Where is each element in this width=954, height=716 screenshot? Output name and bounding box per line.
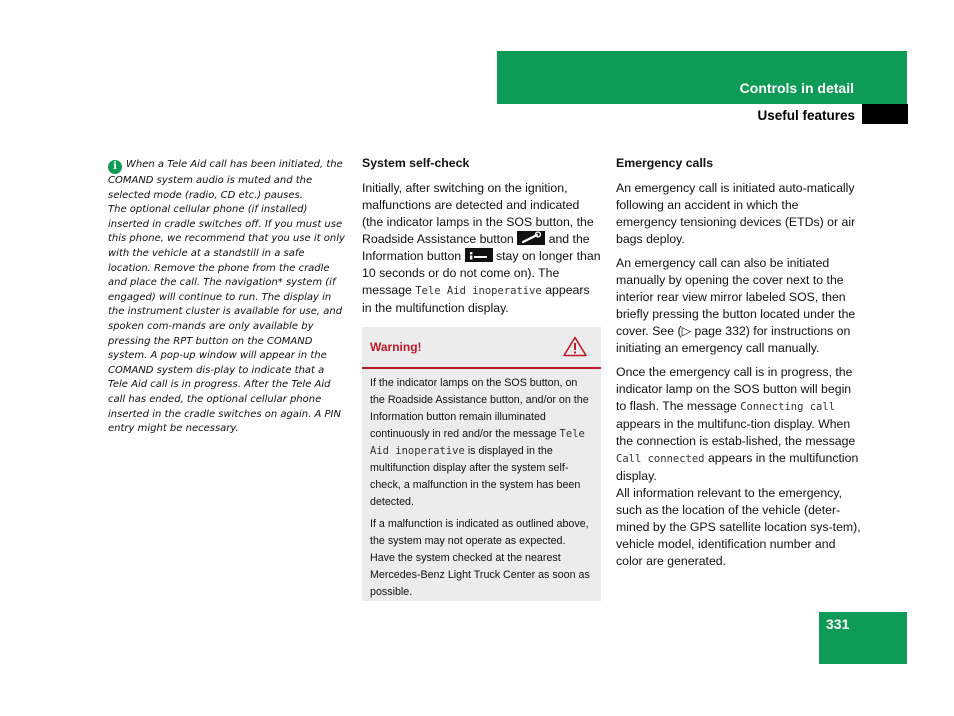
page-number-box bbox=[819, 612, 907, 664]
info-note-line1: When a Tele Aid call has been initiated, bbox=[126, 159, 324, 170]
self-check-paragraph bbox=[362, 180, 602, 317]
section-title: Useful features bbox=[757, 108, 855, 123]
self-check-text-3: stay on longer than 10 seconds or do not come on). The message bbox=[362, 249, 601, 297]
self-check-text-4: appears in the multifunction display. bbox=[362, 283, 590, 315]
self-check-text-1: Initially, after switching on the ignition, malfunctions are detected and indicated (the indicator lamps in the SOS button, the Roadside Assistance button bbox=[362, 181, 594, 246]
emergency-text-3c: appears in the multifunction display. bbox=[616, 451, 859, 483]
call-connected-code: Call connected bbox=[616, 453, 705, 465]
emergency-paragraph-3 bbox=[616, 364, 861, 485]
warning-text-1a: If the indicator lamps on the SOS button, on the Roadside Assistance button, and/or on the Information button remain illuminated continuously in red and/or the message bbox=[370, 377, 589, 440]
info-icon: i bbox=[108, 160, 122, 174]
emergency-text-3b: appears in the multifunc-tion display. When the connection is estab-lished, the message bbox=[616, 417, 856, 448]
warning-text-1b: is displayed in the multifunction display after the system self-check, a malfunction in the system has been detected. bbox=[370, 445, 581, 508]
info-i-icon bbox=[465, 248, 493, 262]
connecting-call-code: Connecting call bbox=[740, 401, 836, 413]
wrench-icon bbox=[517, 231, 545, 245]
emergency-paragraph-4: All information relevant to the emergency, such as the location of the vehicle (deter-mined by the GPS satellite location sys-tem), vehicle model, identification number and color are generated. bbox=[616, 486, 861, 568]
warning-body bbox=[362, 369, 601, 601]
emergency-heading: Emergency calls bbox=[616, 156, 714, 170]
warning-paragraph-2: If a malfunction is indicated as outlined above, the system may not operate as expected. Have the system checked at the nearest Mercedes-Benz Light Truck Center as soon as possible. bbox=[370, 518, 590, 598]
self-check-heading: System self-check bbox=[362, 156, 470, 170]
emergency-text-3a: Once the emergency call is in progress, the indicator lamp on the SOS button will begin to flash. The message bbox=[616, 365, 853, 413]
warning-triangle-icon bbox=[563, 336, 587, 357]
page-number: 331 bbox=[826, 616, 850, 632]
emergency-paragraph-1: An emergency call is initiated auto-matically following an accident in which the emergency tensioning devices (ETDs) or air bags deploy. bbox=[616, 181, 856, 246]
warning-header bbox=[362, 327, 601, 369]
emergency-paragraph-2: An emergency call can also be initiated manually by opening the cover next to the interior rear view mirror labeled SOS, then briefly pressing the button located under the cover. See (▷ page 332) for instructions on initiating an emergency call manually. bbox=[616, 256, 856, 355]
info-note-rest: the COMAND system audio is muted and the selected mode (radio, CD etc.) pauses. bbox=[108, 159, 343, 201]
info-note-p1 bbox=[108, 158, 346, 203]
emergency-section bbox=[616, 155, 861, 577]
display-message-code: Tele Aid inoperative bbox=[415, 285, 542, 297]
warning-message-code: Tele Aid inoperative bbox=[370, 428, 585, 457]
self-check-text-2: and the Information button bbox=[362, 232, 590, 263]
section-tab-marker bbox=[862, 104, 908, 124]
self-check-section bbox=[362, 155, 602, 324]
warning-title: Warning! bbox=[370, 340, 422, 354]
warning-paragraph-1 bbox=[370, 375, 593, 511]
warning-box bbox=[362, 327, 601, 601]
info-note-p2: The optional cellular phone (if installed) inserted in cradle switches off. If you must use this phone, we recommend that you use it only with the vehicle at a standstill in a safe location. Remove the phone from the cradle and place the call. The navigation* system (if engaged) will continue to run. The display in the instrument cluster is available for use, and spoken com-mands are only available by pressing the RPT button on the COMAND system. A pop-up window will appear in the COMAND system dis-play to indicate that a Tele Aid call is in progress. After the Tele Aid call has ended, the optional cellular phone inserted in the cradle switches on again. A PIN entry might be necessary. bbox=[108, 204, 345, 435]
info-note bbox=[108, 158, 346, 437]
chapter-title: Controls in detail bbox=[739, 80, 854, 96]
header-band bbox=[497, 51, 907, 104]
